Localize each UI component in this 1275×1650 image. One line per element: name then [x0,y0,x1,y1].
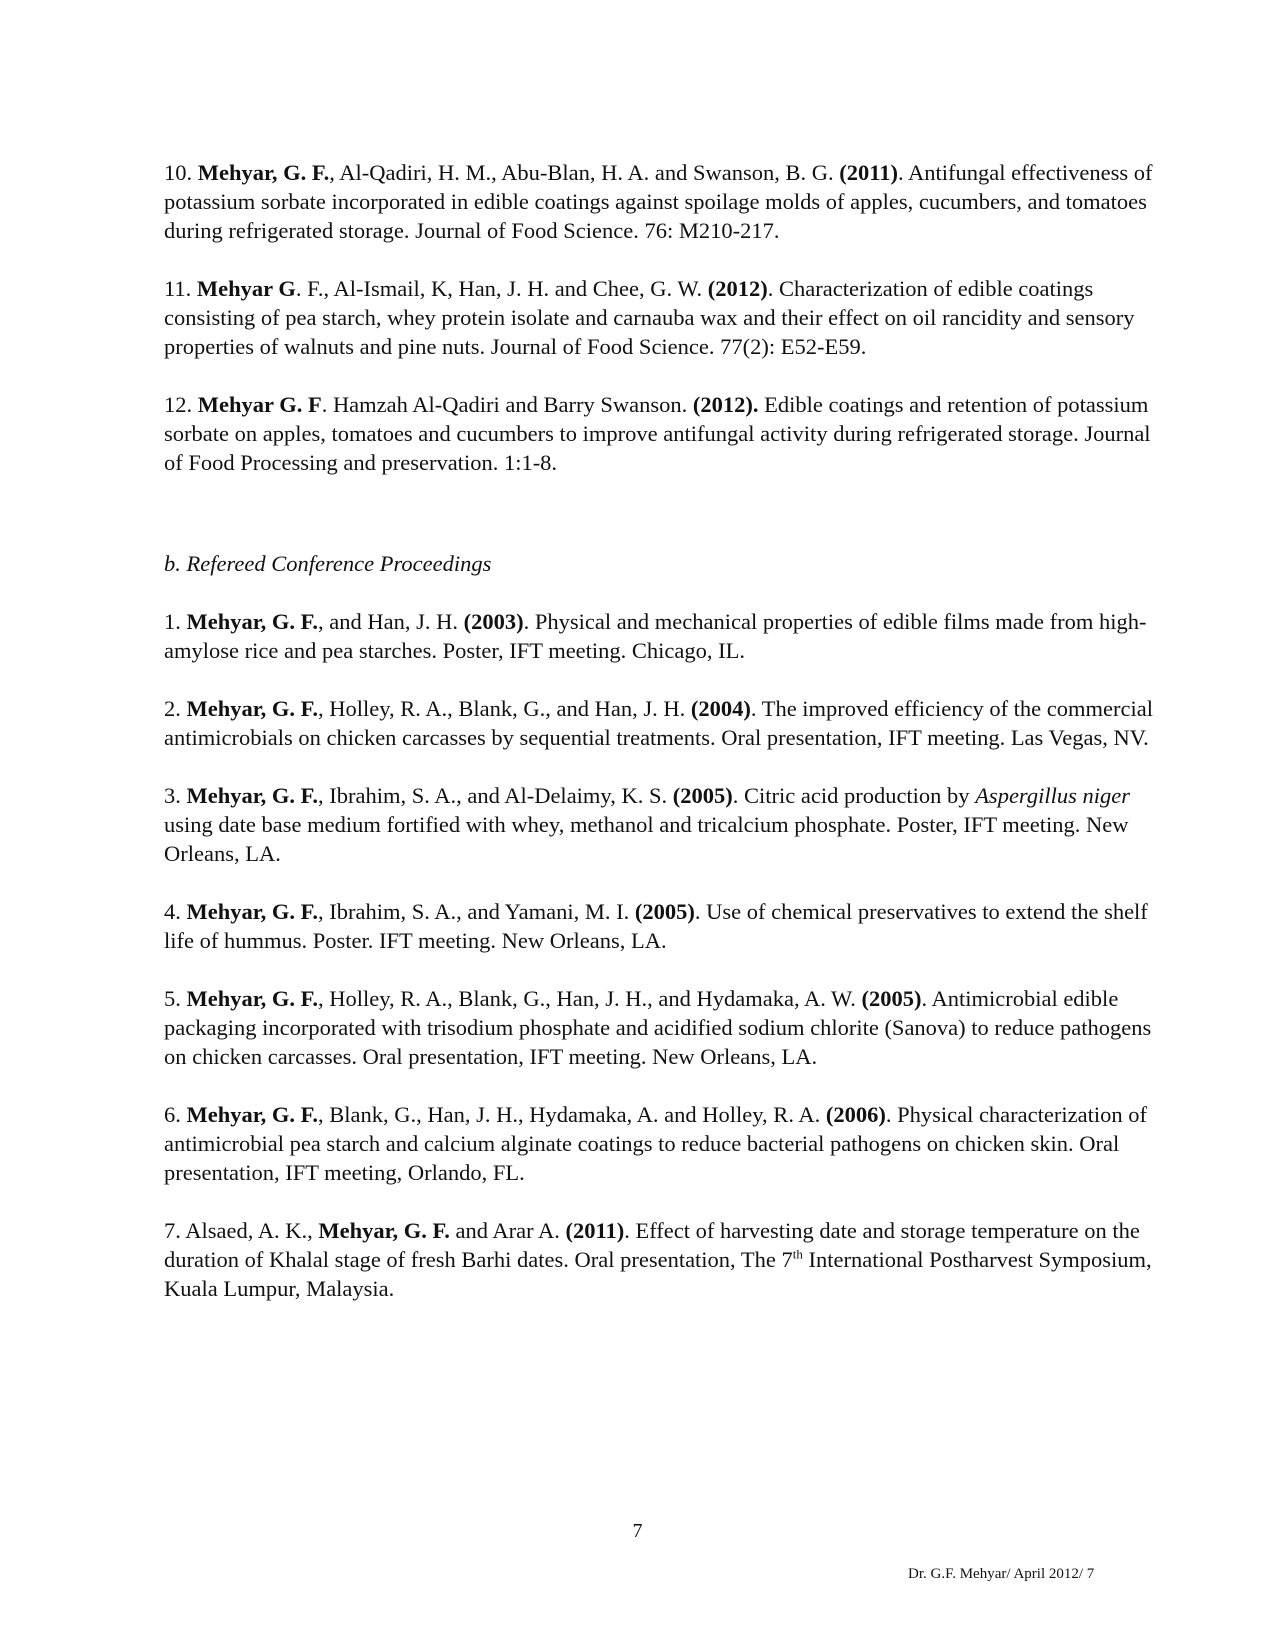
publication-year: (2006) [825,1102,886,1127]
document-body [164,158,1154,1332]
author-name: Mehyar, G. F. [186,899,318,924]
author-name: Mehyar, G. F. [186,1102,318,1127]
publication-year: (2003) [463,609,524,634]
author-name: Mehyar, G. F. [186,783,318,808]
journal-entry-10: 10. Mehyar, G. F., Al-Qadiri, H. M., Abu-Blan, H. A. and Swanson, B. G. (2011). Antifungal effectiveness of potassium sorbate incorporated in edible coatings against spoilage molds of apples, cucumbers, and tomatoes during refrigerated storage. Journal of Food Science. 76: M210-217. [164,160,1153,243]
author-name: Mehyar, G. F. [197,160,330,185]
ordinal-suffix: th [792,1246,803,1262]
conference-entry-7: 7. Alsaed, A. K., Mehyar, G. F. and Arar A. (2011). Effect of harvesting date and storage temperature on the duration of Khalal stage of fresh Barhi dates. Oral presentation, The 7th International Postharvest Symposium, Kuala Lumpur, Malaysia. [164,1218,1152,1301]
section-heading: b. Refereed Conference Proceedings [164,551,492,576]
author-name: Mehyar, G. F. [186,609,318,634]
conference-entry-5: 5. Mehyar, G. F., Holley, R. A., Blank, G., Han, J. H., and Hydamaka, A. W. (2005). Antimicrobial edible packaging incorporated with trisodium phosphate and acidified sodium chlorite (Sanova) to reduce pathogens on chicken carcasses. Oral presentation, IFT meeting. New Orleans, LA. [164,986,1152,1069]
journal-entry-12: 12. Mehyar G. F. Hamzah Al-Qadiri and Barry Swanson. (2012). Edible coatings and retention of potassium sorbate on apples, tomatoes and cucumbers to improve antifungal activity during refrigerated storage. Journal of Food Processing and preservation. 1:1-8. [164,392,1151,475]
conference-entry-4: 4. Mehyar, G. F., Ibrahim, S. A., and Yamani, M. I. (2005). Use of chemical preservatives to extend the shelf life of hummus. Poster. IFT meeting. New Orleans, LA. [164,899,1148,953]
author-name: Mehyar G. F [197,392,322,417]
page-number: 7 [632,1520,643,1542]
author-name: Mehyar G [196,276,296,301]
conference-entry-1: 1. Mehyar, G. F., and Han, J. H. (2003). Physical and mechanical properties of edible films made from high-amylose rice and pea starches. Poster, IFT meeting. Chicago, IL. [164,609,1147,663]
publication-year: (2012) [707,276,768,301]
publication-year: (2005) [634,899,695,924]
publication-year: (2004) [690,696,751,721]
author-name: Mehyar, G. F. [186,986,318,1011]
author-name: Mehyar, G. F. [186,696,318,721]
publication-year: (2011) [839,160,898,185]
journal-entry-11: 11. Mehyar G. F., Al-Ismail, K, Han, J. H. and Chee, G. W. (2012). Characterization of edible coatings consisting of pea starch, whey protein isolate and carnauba wax and their effect on oil rancidity and sensory properties of walnuts and pine nuts. Journal of Food Science. 77(2): E52-E59. [164,276,1135,359]
publication-year: (2005) [672,783,733,808]
publication-year: (2011) [565,1218,625,1243]
species-name: Aspergillus niger [975,783,1130,808]
publication-year: (2012). [692,392,759,417]
publication-year: (2005) [861,986,922,1011]
footer-note: Dr. G.F. Mehyar/ April 2012/ 7 [908,1566,1095,1582]
conference-entry-3: 3. Mehyar, G. F., Ibrahim, S. A., and Al-Delaimy, K. S. (2005). Citric acid production by Aspergillus niger using date base medium fortified with whey, methanol and tricalcium phosphate. Poster, IFT meeting. New Orleans, LA. [164,783,1130,866]
conference-entry-6: 6. Mehyar, G. F., Blank, G., Han, J. H., Hydamaka, A. and Holley, R. A. (2006). Physical characterization of antimicrobial pea starch and calcium alginate coatings to reduce bacterial pathogens on chicken skin. Oral presentation, IFT meeting, Orlando, FL. [164,1102,1147,1185]
conference-entry-2: 2. Mehyar, G. F., Holley, R. A., Blank, G., and Han, J. H. (2004). The improved efficiency of the commercial antimicrobials on chicken carcasses by sequential treatments. Oral presentation, IFT meeting. Las Vegas, NV. [164,696,1153,750]
author-name: Mehyar, G. F. [318,1218,450,1243]
